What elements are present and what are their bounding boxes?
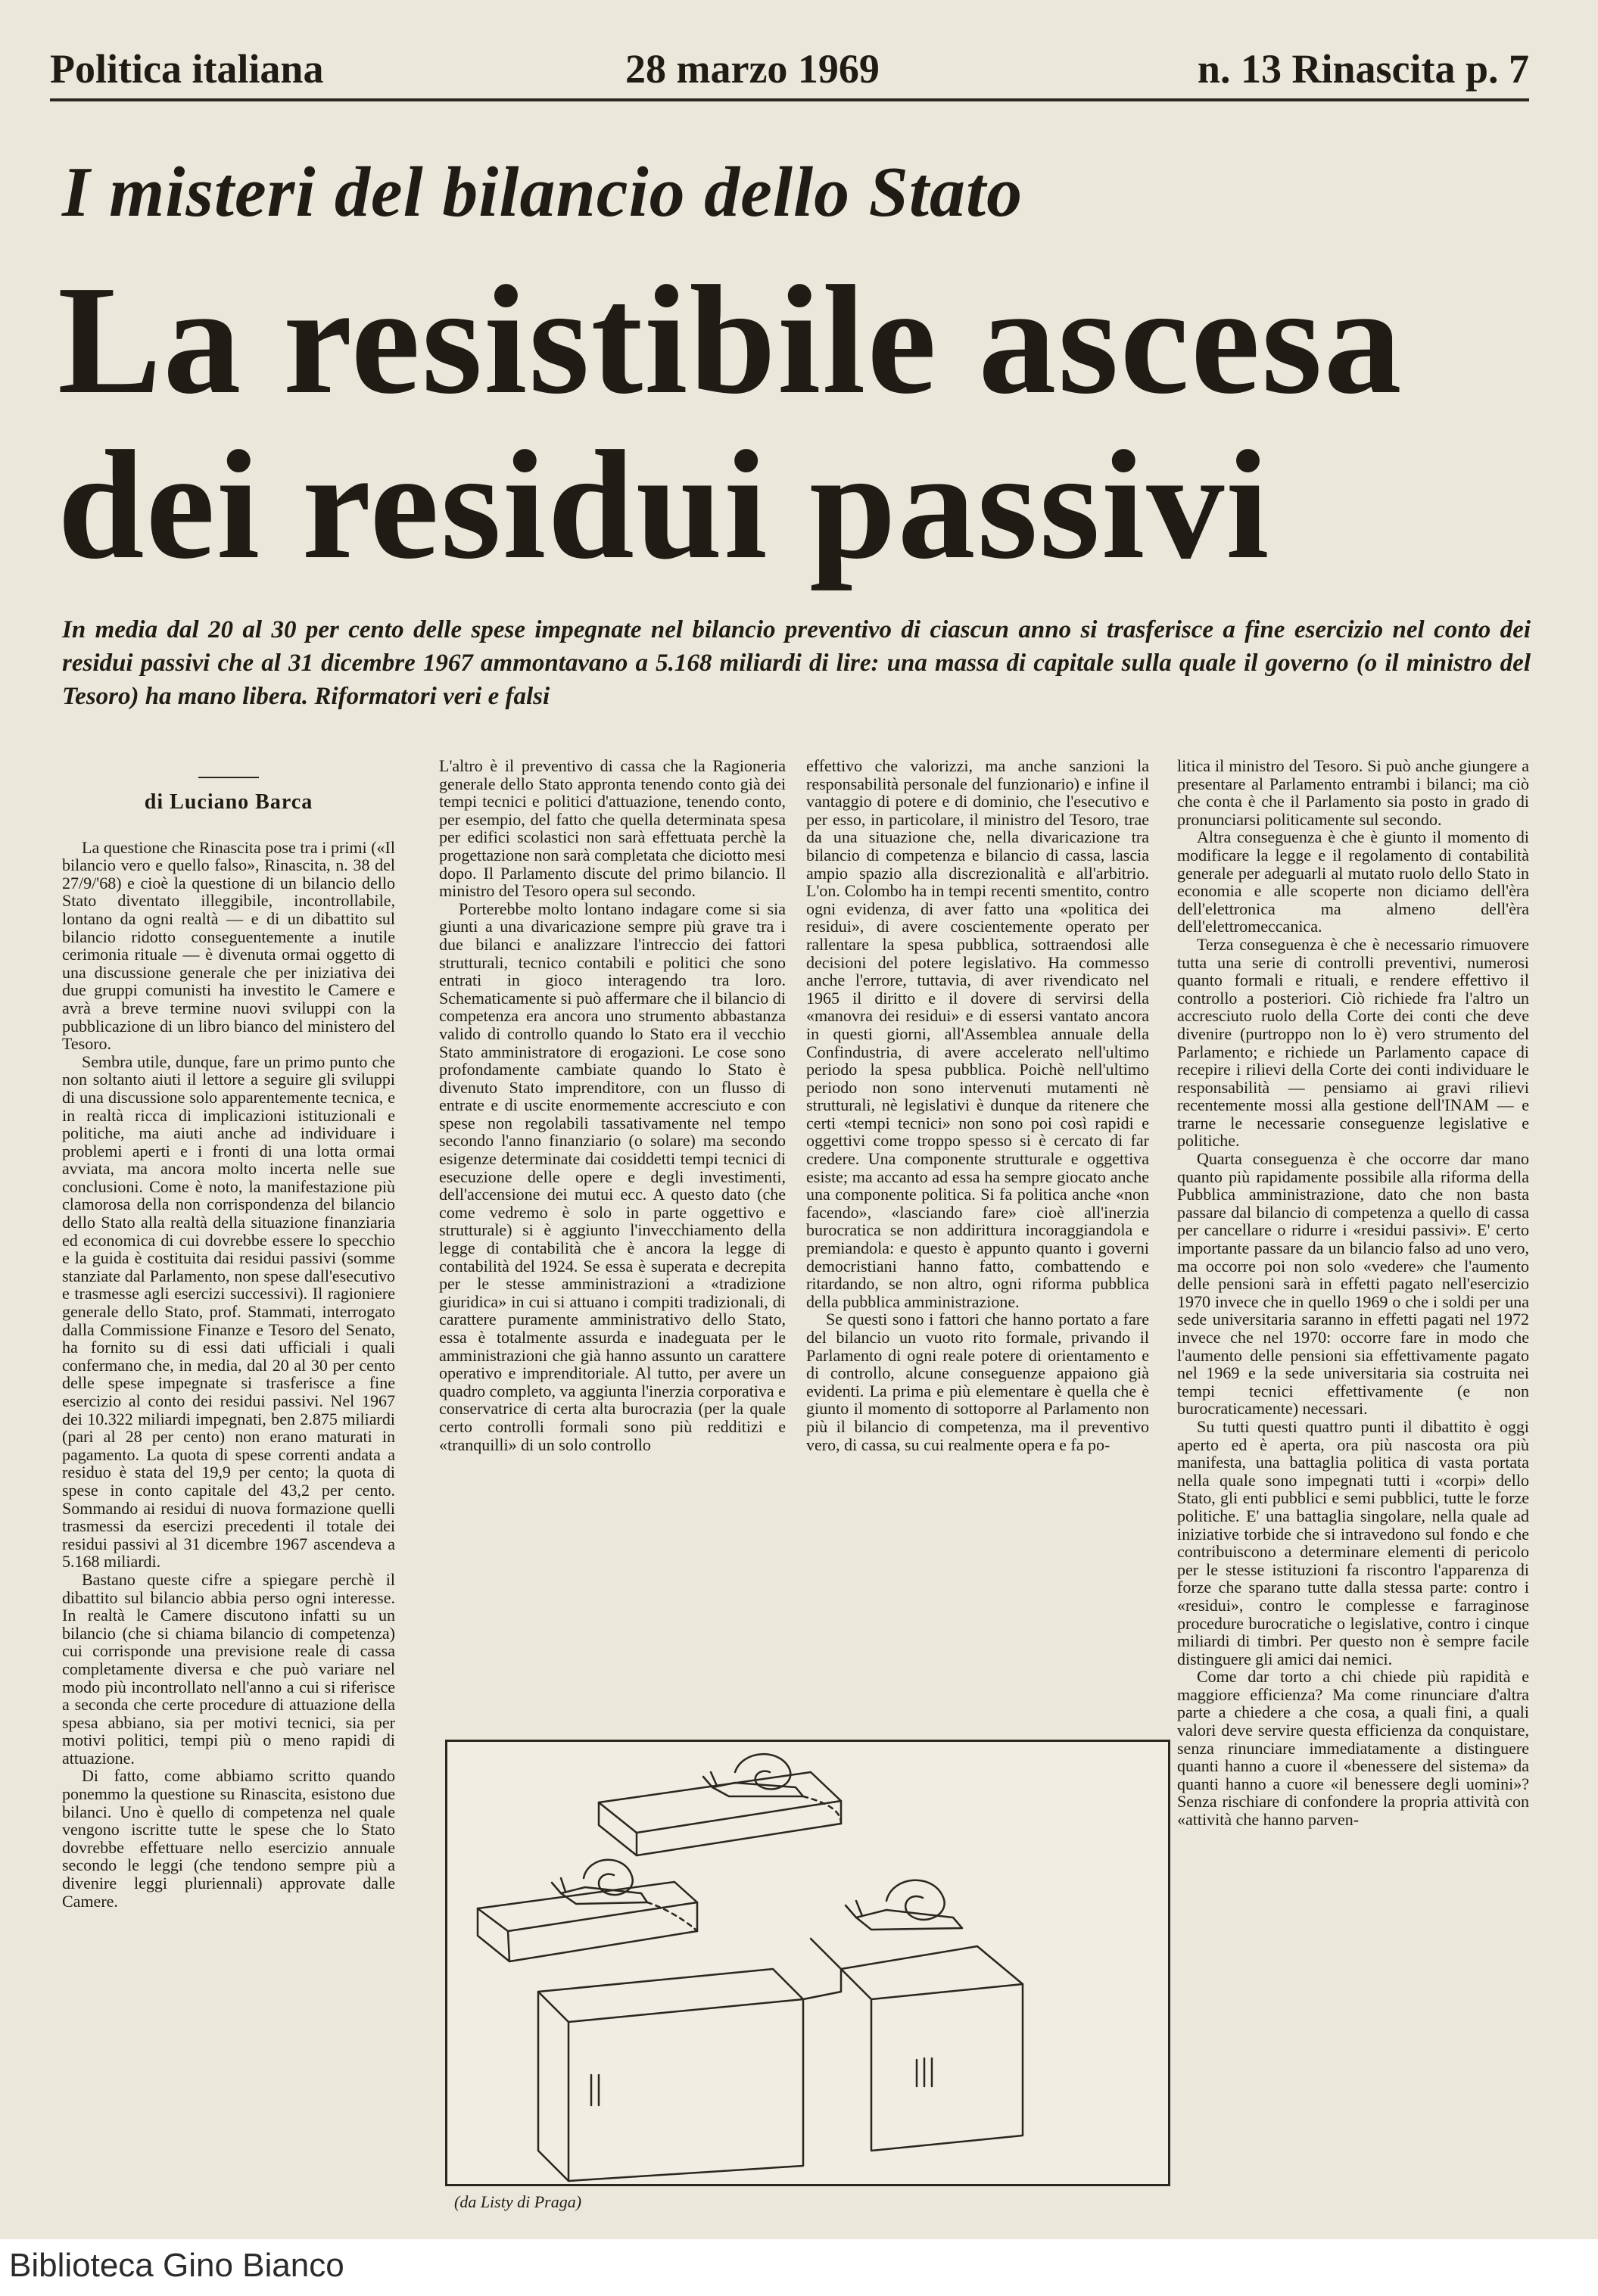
- paragraph: Di fatto, come abbiamo scritto quando ponemmo la questione su Rinascita, esistono due bilanci. Uno è quello di competenza nel quale vengono iscritte tutte le spese che lo Stato dovrebbe effettuare nello esercizio annuale secondo le leggi (che tendono sempre più a divenire leggi pluriennali) approvate dalle Camere.: [62, 1766, 395, 1911]
- paragraph: litica il ministro del Tesoro. Si può anche giungere a presentare al Parlamento entrambi i bilanci; ma ciò che conta è che il Parlamento sia posto in grado di pronunciarsi politicamente sul secondo.: [1177, 756, 1529, 829]
- byline-rule: [198, 777, 259, 778]
- snail-cartoon-illustration: [445, 1740, 1170, 2186]
- headline-line-1: La resistibile ascesa: [58, 253, 1403, 426]
- headline-line-2: dei residui passivi: [58, 418, 1271, 591]
- issue-date: 28 marzo 1969: [625, 46, 880, 92]
- section-name: Politica italiana: [50, 46, 324, 92]
- text-column-1: [62, 757, 395, 1910]
- byline: di Luciano Barca: [144, 790, 313, 814]
- paragraph: effettivo che valorizzi, ma anche sanzioni la responsabilità personale del funzionario) e infine il vantaggio di potere e di dominio, che l'esecutivo e per esso, in particolare, il ministro del Tesoro, trae da una situazione che, nella divaricazione tra bilancio di competenza e bilancio di cassa, lascia ampio spazio alla discrezionalità e all'arbitrio. L'on. Colombo ha in tempi recenti smentito, contro ogni evidenza, di aver fatto una «politica dei residui», di avere coscientemente operato per rallentare la spesa pubblica, sottraendosi alle decisioni del potere legislativo. Ha commesso anche l'errore, tuttavia, di aver rivendicato nel 1965 il diritto e il dovere di servirsi della «manovra dei residui» e di essersi vantato ancora in questi giorni, all'Assemblea annuale della Confindustria, di avere accelerato nell'ultimo periodo la spesa pubblica. Poichè nell'ultimo periodo non sono intervenuti mutamenti nè strutturali, nè legislativi è dunque da ritenere che certi «tempi tecnici» non sono poi così rapidi e oggettivi come troppo spesso si è cercato di far credere. Una componente strutturale e oggettiva esiste; ma accanto ad essa ha sempre giocato anche una componente politica. Si fa politica anche «non facendo», «lasciando fare» cioè all'inerzia burocratica se non addirittura incoraggiandola e premiandola: e questo è appunto quanto i governi democristiani hanno fatto, combattendo e ritardando, se non altro, ogni riforma pubblica della pubblica amministrazione.: [806, 756, 1149, 1311]
- article-kicker: I misteri del bilancio dello Stato: [62, 153, 1023, 232]
- paragraph: Se questi sono i fattori che hanno portato a fare del bilancio un vuoto rito formale, privando il Parlamento di ogni reale potere di orientamento e di controllo, alcune conseguenze appaiono già evidenti. La prima e più elementare è quella che è giunto il momento di sottoporre al Parlamento non più il bilancio di competenza, ma il preventivo vero, di cassa, su cui realmente opera e fa po-: [806, 1310, 1149, 1454]
- library-name: Biblioteca Gino Bianco: [9, 2247, 344, 2284]
- paragraph: Porterebbe molto lontano indagare come si sia giunti a una divaricazione sempre più grave tra i due bilanci e analizzare l'intreccio dei fattori strutturali, tecnico contabili e politici che sono entrati in gioco interagendo tra loro. Schematicamente si può affermare che il bilancio di competenza era ancora uno strumento abbastanza valido di controllo quando lo Stato era il vecchio Stato amministratore di erogazioni. Le cose sono profondamente cambiate quando lo Stato è divenuto Stato imprenditore, con un flusso di entrate e di uscite enormemente accresciuto e con spese non regolabili tassativamente nel tempo secondo l'anno finanziario (o solare) ma secondo esigenze determinate dai cosiddetti tempi tecnici di esecuzione delle opere e degli investimenti, dell'accensione dei mutui ecc. A questo dato (che come vedremo è solo in parte oggettivo e strutturale) si è aggiunto l'invecchiamento della legge di contabilità che è ancora la legge di contabilità del 1924. Se essa è superata e decrepita per le stesse amministrazioni a «tradizione giuridica» in cui si attuano i compiti tradizionali, di carattere puramente amministrativo dello Stato, essa è totalmente assurda e inadeguata per le amministrazioni che già hanno assunto un carattere operativo e imprenditoriale. Al tutto, per avere un quadro completo, va aggiunta l'inerzia corporativa e conservatrice di certa alta burocrazia (per la quale certo controlli formali sono più redditizi e «tranquilli» di un solo controllo: [439, 899, 786, 1454]
- paragraph: Altra conseguenza è che è giunto il momento di modificare la legge e il regolamento di contabilità generale per adeguarli al mutato ruolo dello Stato in economia e alle scoperte non diciamo dell'èra dell'elettronica ma almeno dell'èra dell'elettromeccanica.: [1177, 827, 1529, 936]
- paragraph: Su tutti questi quattro punti il dibattito è oggi aperto ed è aperta, ora più nascosta ora più manifesta, una battaglia politica di vasta portata nella quale sono impegnati tutti i «corpi» dello Stato, gli enti pubblici e semi pubblici, tutte le forze politiche. E' una battaglia singolare, nella quale ad iniziative torbide che si intravedono sul fondo e che contribuiscono a determinare elementi di pericolo per le stesse istituzioni fa riscontro l'apparenza di forze che sparano tutte dalla stessa parte: contro i «residui», contro le complesse e farraginose procedure burocratiche o legislative, contro i cinque miliardi di timbri. Per questo non è sempre facile distinguere gli amici dai nemici.: [1177, 1416, 1529, 1668]
- article-headline: [58, 253, 1420, 591]
- text-column-4: [1177, 757, 1529, 1829]
- snail-drawing: [447, 1742, 1168, 2184]
- paragraph: Sembra utile, dunque, fare un primo punto che non soltanto aiuti il lettore a seguire gli sviluppi di una discussione solo apparentemente tecnica, e in realtà ricca di implicazioni istituzionali e politiche, ma aiuti anche ad individuare i problemi aperti e i fronti di una lotta ormai avviata, ma ancora molto incerta nelle sue conclusioni. Come è noto, la manifestazione più clamorosa della non corrispondenza del bilancio dello Stato alla realtà della situazione finanziaria ed economica di cui dovrebbe essere lo specchio e la guida è costituita dai residui passivi (somme stanziate dal Parlamento, non spese dall'esecutivo e trasmesse agli esercizi successivi). Il ragioniere generale dello Stato, prof. Stammati, interrogato dalla Commissione Finanze e Tesoro del Senato, ha fornito su di essi dati ufficiali i quali confermano che, in media, dal 20 al 30 per cento delle spese impegnate si trasferisce a fine esercizio al conto dei residui passivi. Nel 1967 dei 10.322 miliardi impegnati, ben 2.875 miliardi (pari al 28 per cento) non erano maturati in pagamento. La quota di spese correnti andata a residuo è stata del 19,9 per cento; la quota di spese in conto capitale del 43,2 per cento. Sommando ai residui di nuova formazione quelli trasmessi da esercizi precedenti il totale dei residui passivi al 31 dicembre 1967 ascendeva a 5.168 miliardi.: [62, 1051, 395, 1572]
- paragraph: L'altro è il preventivo di cassa che la Ragioneria generale dello Stato appronta tenendo conto già dei tempi tecnici e politici d'attuazione, tenendo conto, per esempio, del fatto che quella determinata spesa per edifici scolastici non sarà effettuata perchè la progettazione non sarà completata che diciotto mesi dopo. Il Parlamento discute del primo bilancio. Il ministro del Tesoro opera sul secondo.: [439, 756, 786, 901]
- issue-page-number: n. 13 Rinascita p. 7: [1197, 46, 1529, 92]
- paragraph: Quarta conseguenza è che occorre dar mano quanto più rapidamente possibile alla riforma della Pubblica amministrazione, dato che non basta passare dal bilancio di competenza a quello di cassa per cancellare o ridurre i «residui passivi». E' certo importante passare da un bilancio falso ad uno vero, ma occorre poi non solo «vedere» che l'aumento delle pensioni sarà in effetti pagato nell'esercizio 1970 invece che in quello 1969 o che i soldi per una sede universitaria saranno in effetti pagati nel 1972 invece che nel 1970: occorre fare in modo che l'aumento delle pensioni sia effettivamente pagato nel 1969 e la sede universitaria sia costruita nei tempi tecnici effettivamente (e non burocraticamente) necessari.: [1177, 1149, 1529, 1419]
- paragraph: Bastano queste cifre a spiegare perchè il dibattito sul bilancio abbia perso ogni interesse. In realtà le Camere discutono infatti su un bilancio (che si chiama bilancio di competenza) cui corrisponde una previsione reale di cassa completamente diversa e che può variare nel modo più incontrollato nell'anno a cui si riferisce a seconda che certe procedure di attuazione della spesa abbiano, sia per motivi tecnici, sia per motivi politici, tempi più o meno rapidi di attuazione.: [62, 1569, 395, 1768]
- library-footer: [0, 2239, 1598, 2296]
- paragraph: Come dar torto a chi chiede più rapidità e maggiore efficienza? Ma come rinunciare d'altra parte a chiedere a che cosa, a quali fini, a quali valori deve servire questa efficienza da conquistare, senza rinunciare immediatamente a distinguere quanti hanno a cuore il «benessere del sistema» da quanti hanno a cuore «il benessere degli uomini»? Senza rischiare di confondere la propria attività con «attività che hanno parven-: [1177, 1667, 1529, 1830]
- text-column-2: [439, 757, 786, 1453]
- text-column-3: [806, 757, 1149, 1453]
- paragraph: Terza conseguenza è che è necessario rimuovere tutta una serie di controlli preventivi, numerosi quanto formali e rituali, e rendere effettivo il controllo a posteriori. Ciò richiede fra l'altro un accresciuto ruolo della Corte dei conti che deve divenire (purtroppo non lo è) vero strumento del Parlamento; e richiede un Parlamento capace di recepire i rilievi della Corte dei conti individuare le responsabilità — pensiamo ai gravi rilievi recentemente mossi alla gestione dell'INAM — e trarne le necessarie conseguenze legislative e politiche.: [1177, 934, 1529, 1151]
- paragraph: La questione che Rinascita pose tra i primi («Il bilancio vero e quello falso», Rinascita, n. 38 del 27/9/'68) e cioè la questione di un bilancio dello Stato diventato illeggibile, incontrollabile, lontano da ogni realtà — e di un dibattito sul bilancio ridotto conseguentemente a inutile cerimonia rituale — è divenuta ormai oggetto di una discussione generale che per iniziativa dei due gruppi comunisti ha investito le Camere e avrà a breve termine nuovi sviluppi con la pubblicazione di un libro bianco del ministero del Tesoro.: [62, 837, 395, 1054]
- illustration-caption: (da Listy di Praga): [454, 2192, 582, 2211]
- masthead: [50, 39, 1529, 101]
- article-subhead: In media dal 20 al 30 per cento delle spese impegnate nel bilancio preventivo di ciascun anno si trasferisce a fine esercizio nel conto dei residui passivi che al 31 dicembre 1967 ammontavano a 5.168 miliardi di lire: una massa di capitale sulla quale il governo (o il ministro del Tesoro) ha mano libera. Riformatori veri e falsi: [62, 616, 1531, 710]
